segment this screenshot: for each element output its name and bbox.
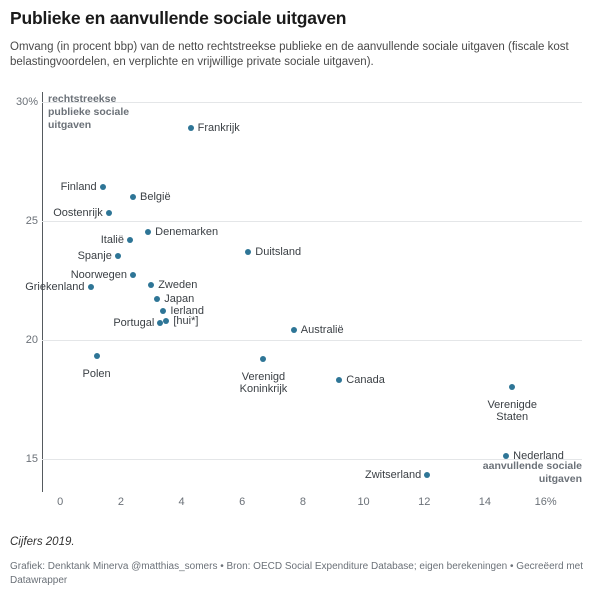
- chart-footnote: Cijfers 2019.: [10, 536, 75, 548]
- data-point[interactable]: [88, 284, 94, 290]
- data-point[interactable]: [260, 356, 266, 362]
- data-point[interactable]: [94, 353, 100, 359]
- x-axis-tick-label: 12: [418, 496, 431, 508]
- data-point-label: België: [140, 190, 171, 203]
- data-point[interactable]: [148, 282, 154, 288]
- chart-credit: Grafiek: Denktank Minerva @matthias_somers • Bron: OECD Social Expenditure Database; eigen berekeningen • Gecreëerd met Datawrapper: [10, 561, 583, 586]
- data-point[interactable]: [154, 296, 160, 302]
- data-point-label: Polen: [82, 368, 111, 381]
- data-point-label: Zwitserland: [365, 469, 422, 482]
- x-axis-tick-label: 2: [117, 496, 124, 508]
- y-axis-tick-label: 15: [25, 452, 38, 465]
- data-point[interactable]: [424, 472, 430, 478]
- x-axis-tick-label: 10: [357, 496, 370, 508]
- data-point-label: Frankrijk: [197, 121, 240, 134]
- data-point[interactable]: [509, 384, 515, 390]
- data-point[interactable]: [157, 320, 163, 326]
- page-title: Publieke en aanvullende sociale uitgaven: [10, 8, 347, 28]
- y-axis-tick-label: 25: [25, 214, 38, 227]
- x-axis-tick-label: 6: [239, 496, 246, 508]
- data-point-label: Australië: [300, 324, 344, 337]
- data-point[interactable]: [115, 253, 121, 259]
- x-axis-annotation: aanvullende sociale uitgaven: [482, 460, 582, 485]
- data-point-label: Nederland: [513, 450, 564, 463]
- data-point[interactable]: [291, 327, 297, 333]
- data-point[interactable]: [106, 210, 112, 216]
- x-axis-tick-label: 0: [57, 496, 64, 508]
- data-point-label: Noorwegen: [70, 269, 127, 282]
- data-point[interactable]: [127, 237, 133, 243]
- scatter-plot: [15, 92, 582, 508]
- y-axis-tick-label: 20: [25, 333, 38, 346]
- footer-divider: [10, 528, 590, 529]
- x-axis-tick-label: 4: [178, 496, 185, 508]
- data-point-label: Canada: [346, 374, 385, 387]
- data-point-label: Japan: [164, 293, 195, 306]
- y-gridline: [42, 221, 582, 222]
- y-axis-annotation: rechtstreekse publieke sociale uitgaven: [48, 93, 130, 131]
- data-point-label: Oostenrijk: [53, 207, 103, 220]
- data-point-label: Verenigd Koninkrijk: [239, 370, 288, 395]
- data-point-label: Finland: [60, 181, 97, 194]
- data-point-label: Ierland: [170, 305, 204, 318]
- data-point-label: Griekenland: [25, 281, 85, 294]
- data-point[interactable]: [188, 125, 194, 131]
- data-point-label: Zweden: [158, 278, 198, 291]
- data-point-label: Portugal: [113, 316, 155, 329]
- data-point-label: Denemarken: [155, 226, 219, 239]
- data-point-label: Italië: [100, 233, 124, 246]
- data-point[interactable]: [163, 318, 169, 324]
- data-point[interactable]: [145, 229, 151, 235]
- chart-subtitle: Omvang (in procent bbp) van de netto rechtstreekse publieke en de aanvullende sociale uitgaven (fiscale kost belastingvoordelen, en verplichte en vrijwillige private sociale uitgaven).: [10, 41, 569, 68]
- data-point[interactable]: [130, 194, 136, 200]
- data-point-label: [hui*]: [173, 314, 199, 327]
- data-point-label: Duitsland: [255, 245, 302, 258]
- data-point[interactable]: [160, 308, 166, 314]
- data-point[interactable]: [245, 249, 251, 255]
- x-axis-tick-label: 14: [478, 496, 492, 508]
- data-point[interactable]: [336, 377, 342, 383]
- data-point[interactable]: [130, 272, 136, 278]
- y-axis-tick-label: 30%: [15, 95, 38, 108]
- data-point-label: Verenigde Staten: [487, 399, 537, 424]
- data-point[interactable]: [100, 184, 106, 190]
- x-axis-tick-label: 16%: [534, 496, 557, 508]
- x-axis-tick-label: 8: [299, 496, 306, 508]
- data-point-label: Spanje: [77, 250, 112, 263]
- y-gridline: [42, 340, 582, 341]
